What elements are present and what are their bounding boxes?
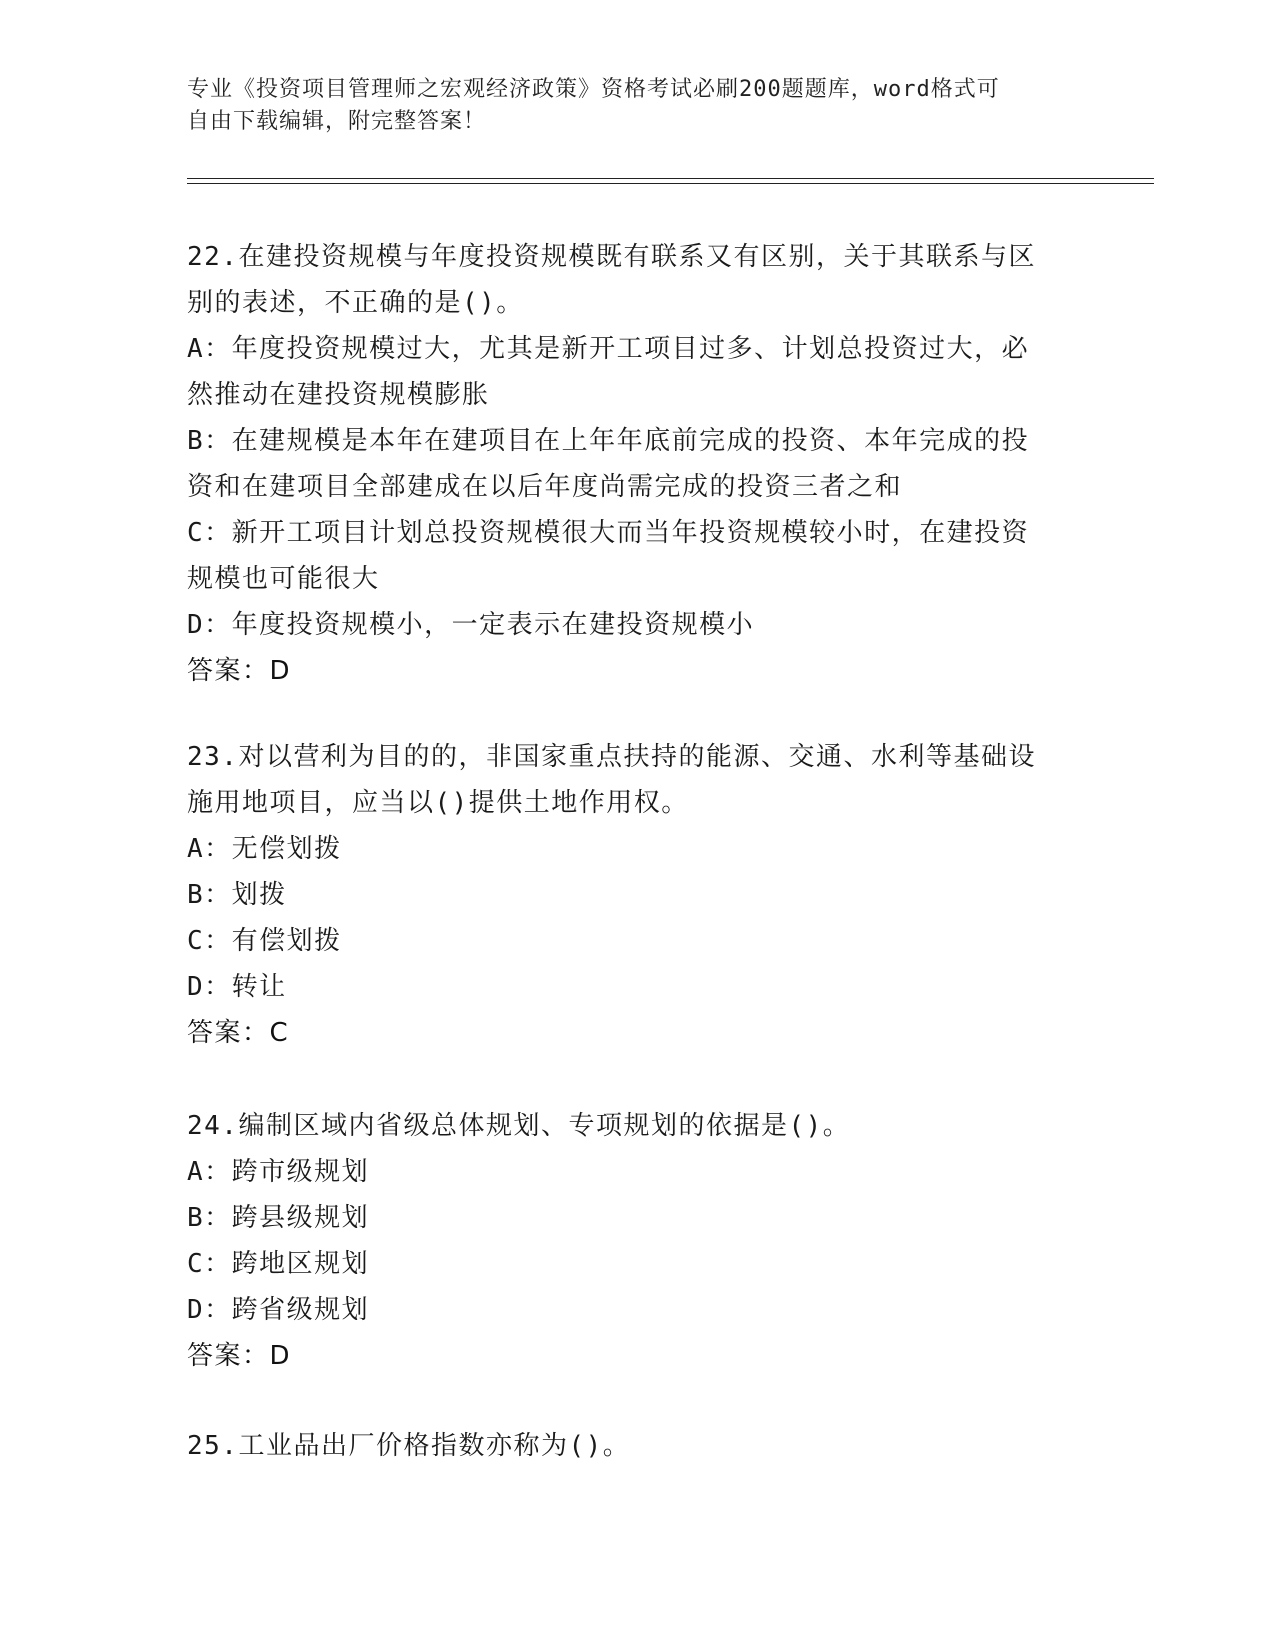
question-24: [187, 1103, 1087, 1379]
header-rule-top: [187, 178, 1154, 179]
option-a-line: A：年度投资规模过大，尤其是新开工项目过多、计划总投资过大，必: [187, 334, 1030, 364]
option-a-line: A：无偿划拨: [187, 834, 342, 864]
option-b-line: 资和在建项目全部建成在以后年度尚需完成的投资三者之和: [187, 472, 903, 502]
header-line-1: 专业《投资项目管理师之宏观经济政策》资格考试必刷200题题库，word格式可: [187, 77, 1000, 102]
option-a-line: A：跨市级规划: [187, 1157, 370, 1187]
option-d-line: D：转让: [187, 972, 287, 1002]
option-c-line: 规模也可能很大: [187, 564, 380, 594]
question-stem-line: 23.对以营利为目的的，非国家重点扶持的能源、交通、水利等基础设: [187, 742, 1036, 772]
header-rule-bottom: [187, 183, 1154, 184]
header-line-2: 自由下载编辑，附完整答案！: [187, 109, 487, 134]
option-a-line: 然推动在建投资规模膨胀: [187, 380, 490, 410]
option-b-line: B：在建规模是本年在建项目在上年年底前完成的投资、本年完成的投: [187, 426, 1030, 456]
answer-label: 答案：D: [187, 656, 292, 686]
question-23: [187, 734, 1087, 1056]
question-stem-line: 22.在建投资规模与年度投资规模既有联系又有区别，关于其联系与区: [187, 242, 1036, 272]
answer-label: 答案：C: [187, 1018, 290, 1048]
option-b-line: B：划拨: [187, 880, 287, 910]
question-stem-line: 25.工业品出厂价格指数亦称为()。: [187, 1431, 631, 1461]
option-d-line: D：跨省级规划: [187, 1295, 370, 1325]
option-c-line: C：跨地区规划: [187, 1249, 370, 1279]
question-25: [187, 1423, 1087, 1469]
answer-label: 答案：D: [187, 1341, 292, 1371]
question-stem-line: 24.编制区域内省级总体规划、专项规划的依据是()。: [187, 1111, 851, 1141]
question-stem-line: 施用地项目，应当以()提供土地作用权。: [187, 788, 689, 818]
option-c-line: C：有偿划拨: [187, 926, 342, 956]
option-d-line: D：年度投资规模小，一定表示在建投资规模小: [187, 610, 755, 640]
option-c-line: C：新开工项目计划总投资规模很大而当年投资规模较小时，在建投资: [187, 518, 1030, 548]
question-stem-line: 别的表述，不正确的是()。: [187, 288, 524, 318]
document-header: [187, 74, 1087, 138]
option-b-line: B：跨县级规划: [187, 1203, 370, 1233]
question-22: [187, 234, 1087, 694]
